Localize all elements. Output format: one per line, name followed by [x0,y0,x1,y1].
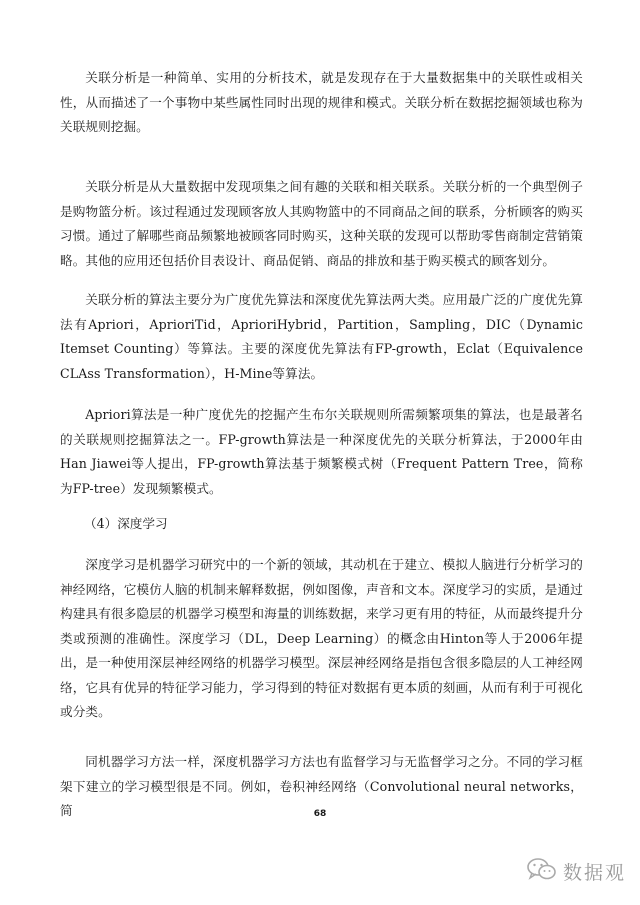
paragraph-deep-learning: 深度学习是机器学习研究中的一个新的领域，其动机在于建立、模拟人脑进行分析学习的神经网络，它模仿人脑的机制来解释数据，例如图像，声音和文本。深度学习的实质，是通过构建具有很多隐层的机器学习模型和海量的训练数据，来学习更有用的特征，从而最终提升分类或预测的准确性。深度学习（DL，Deep Learning）的概念由Hinton等人于2006年提出，是一种使用深层神经网络的机器学习模型。深层神经网络是指包含很多隐层的人工神经网络，它具有优异的特征学习能力，学习得到的特征对数据有更本质的刻画，从而有利于可视化或分类。 [60,557,583,719]
watermark [527,857,626,885]
page-number: 68 [313,809,327,819]
paragraph-association-analysis-intro: 关联分析是一种简单、实用的分析技术，就是发现存在于大量数据集中的关联性或相关性，从而描述了一个事物中某些属性同时出现的规律和模式。关联分析在数据挖掘领域也称为关联规则挖掘。 [60,70,583,134]
paragraph-apriori-fpgrowth: Apriori算法是一种广度优先的挖掘产生布尔关联规则所需频繁项集的算法，也是最著名的关联规则挖掘算法之一。FP-growth算法是一种深度优先的关联分析算法，于2000年由Han Jiawei等人提出，FP-growth算法基于频繁模式树（Frequent Pattern Tree，简称为FP-tree）发现频繁模式。 [60,407,583,496]
paragraph-algorithms: 关联分析的算法主要分为广度优先算法和深度优先算法两大类。应用最广泛的广度优先算法有Apriori，AprioriTid，AprioriHybrid，Partition，Sampling，DIC（Dynamic Itemset Counting）等算法。主要的深度优先算法有FP-growth，Eclat（Equivalence CLAss Transformation），H-Mine等算法。 [60,292,583,381]
paragraph-supervised-unsupervised: 同机器学习方法一样，深度机器学习方法也有监督学习与无监督学习之分。不同的学习框架下建立的学习模型很是不同。例如，卷积神经网络（Convolutional neural networks，简 [60,754,583,818]
wechat-icon [527,857,557,885]
paragraph-market-basket: 关联分析是从大量数据中发现项集之间有趣的关联和相关联系。关联分析的一个典型例子是购物篮分析。该过程通过发现顾客放人其购物篮中的不同商品之间的联系，分析顾客的购买习惯。通过了解哪些商品频繁地被顾客同时购买，这种关联的发现可以帮助零售商制定营销策略。其他的应用还包括价目表设计、商品促销、商品的排放和基于购买模式的顾客划分。 [60,179,583,268]
watermark-text: 数据观 [562,861,626,884]
section-heading: （4）深度学习 [84,516,168,531]
